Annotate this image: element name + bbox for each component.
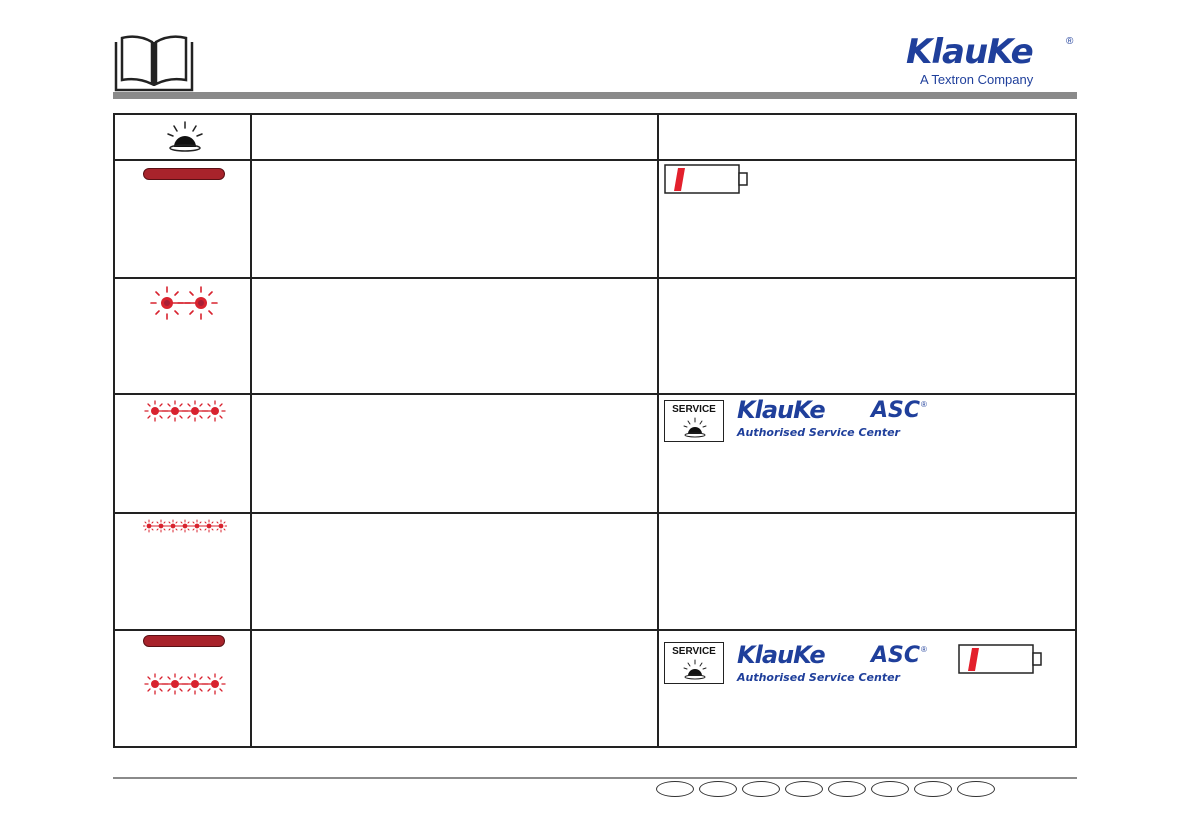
- led-two-flashes-indicator: [147, 285, 223, 321]
- service-label: SERVICE: [672, 404, 716, 415]
- service-label: SERVICE: [672, 646, 716, 657]
- led-seven-flashes-indicator: [143, 518, 227, 534]
- asc-logo: [737, 396, 937, 442]
- asc-registered-mark: ®: [921, 400, 927, 409]
- logo-tagline: A Textron Company: [920, 72, 1034, 87]
- led-solid-red-indicator: [143, 168, 225, 180]
- logo-wordmark: KlauKe: [906, 32, 1033, 72]
- row-divider: [115, 512, 1075, 514]
- row-divider: [115, 393, 1075, 395]
- asc-klauke-wordmark: KlauKe: [737, 396, 825, 424]
- asc-letters: ASC: [871, 398, 921, 423]
- asc-klauke-wordmark: KlauKe: [737, 641, 825, 669]
- service-lamp-icon: [682, 659, 708, 681]
- row-divider: [115, 159, 1075, 161]
- asc-logo: [737, 641, 937, 687]
- manual-book-icon: [112, 34, 196, 92]
- led-solid-red-indicator: [143, 635, 225, 647]
- asc-letters: ASC: [871, 643, 921, 668]
- language-oval[interactable]: [828, 781, 866, 797]
- led-four-flashes-indicator: [143, 399, 227, 423]
- asc-registered-mark: ®: [921, 645, 927, 654]
- service-box: [664, 400, 724, 442]
- column-divider: [250, 115, 252, 746]
- battery-low-icon: [664, 164, 752, 196]
- asc-tagline: Authorised Service Center: [737, 671, 900, 684]
- service-lamp-icon: [682, 417, 708, 439]
- language-oval[interactable]: [699, 781, 737, 797]
- led-lamp-icon: [165, 120, 205, 154]
- logo-registered-mark: ®: [1066, 36, 1074, 47]
- row-divider: [115, 629, 1075, 631]
- asc-tagline: Authorised Service Center: [737, 426, 900, 439]
- led-indicator-table: [113, 113, 1077, 748]
- language-oval[interactable]: [871, 781, 909, 797]
- language-oval[interactable]: [656, 781, 694, 797]
- language-oval[interactable]: [742, 781, 780, 797]
- battery-low-icon: [958, 644, 1046, 676]
- language-oval[interactable]: [785, 781, 823, 797]
- service-box: [664, 642, 724, 684]
- header-rule: [113, 92, 1077, 99]
- row-divider: [115, 277, 1075, 279]
- column-divider: [657, 115, 659, 746]
- led-four-flashes-indicator: [143, 672, 227, 696]
- footer-rule: [113, 777, 1077, 779]
- brand-logo: [900, 32, 1080, 90]
- language-oval[interactable]: [914, 781, 952, 797]
- language-oval[interactable]: [957, 781, 995, 797]
